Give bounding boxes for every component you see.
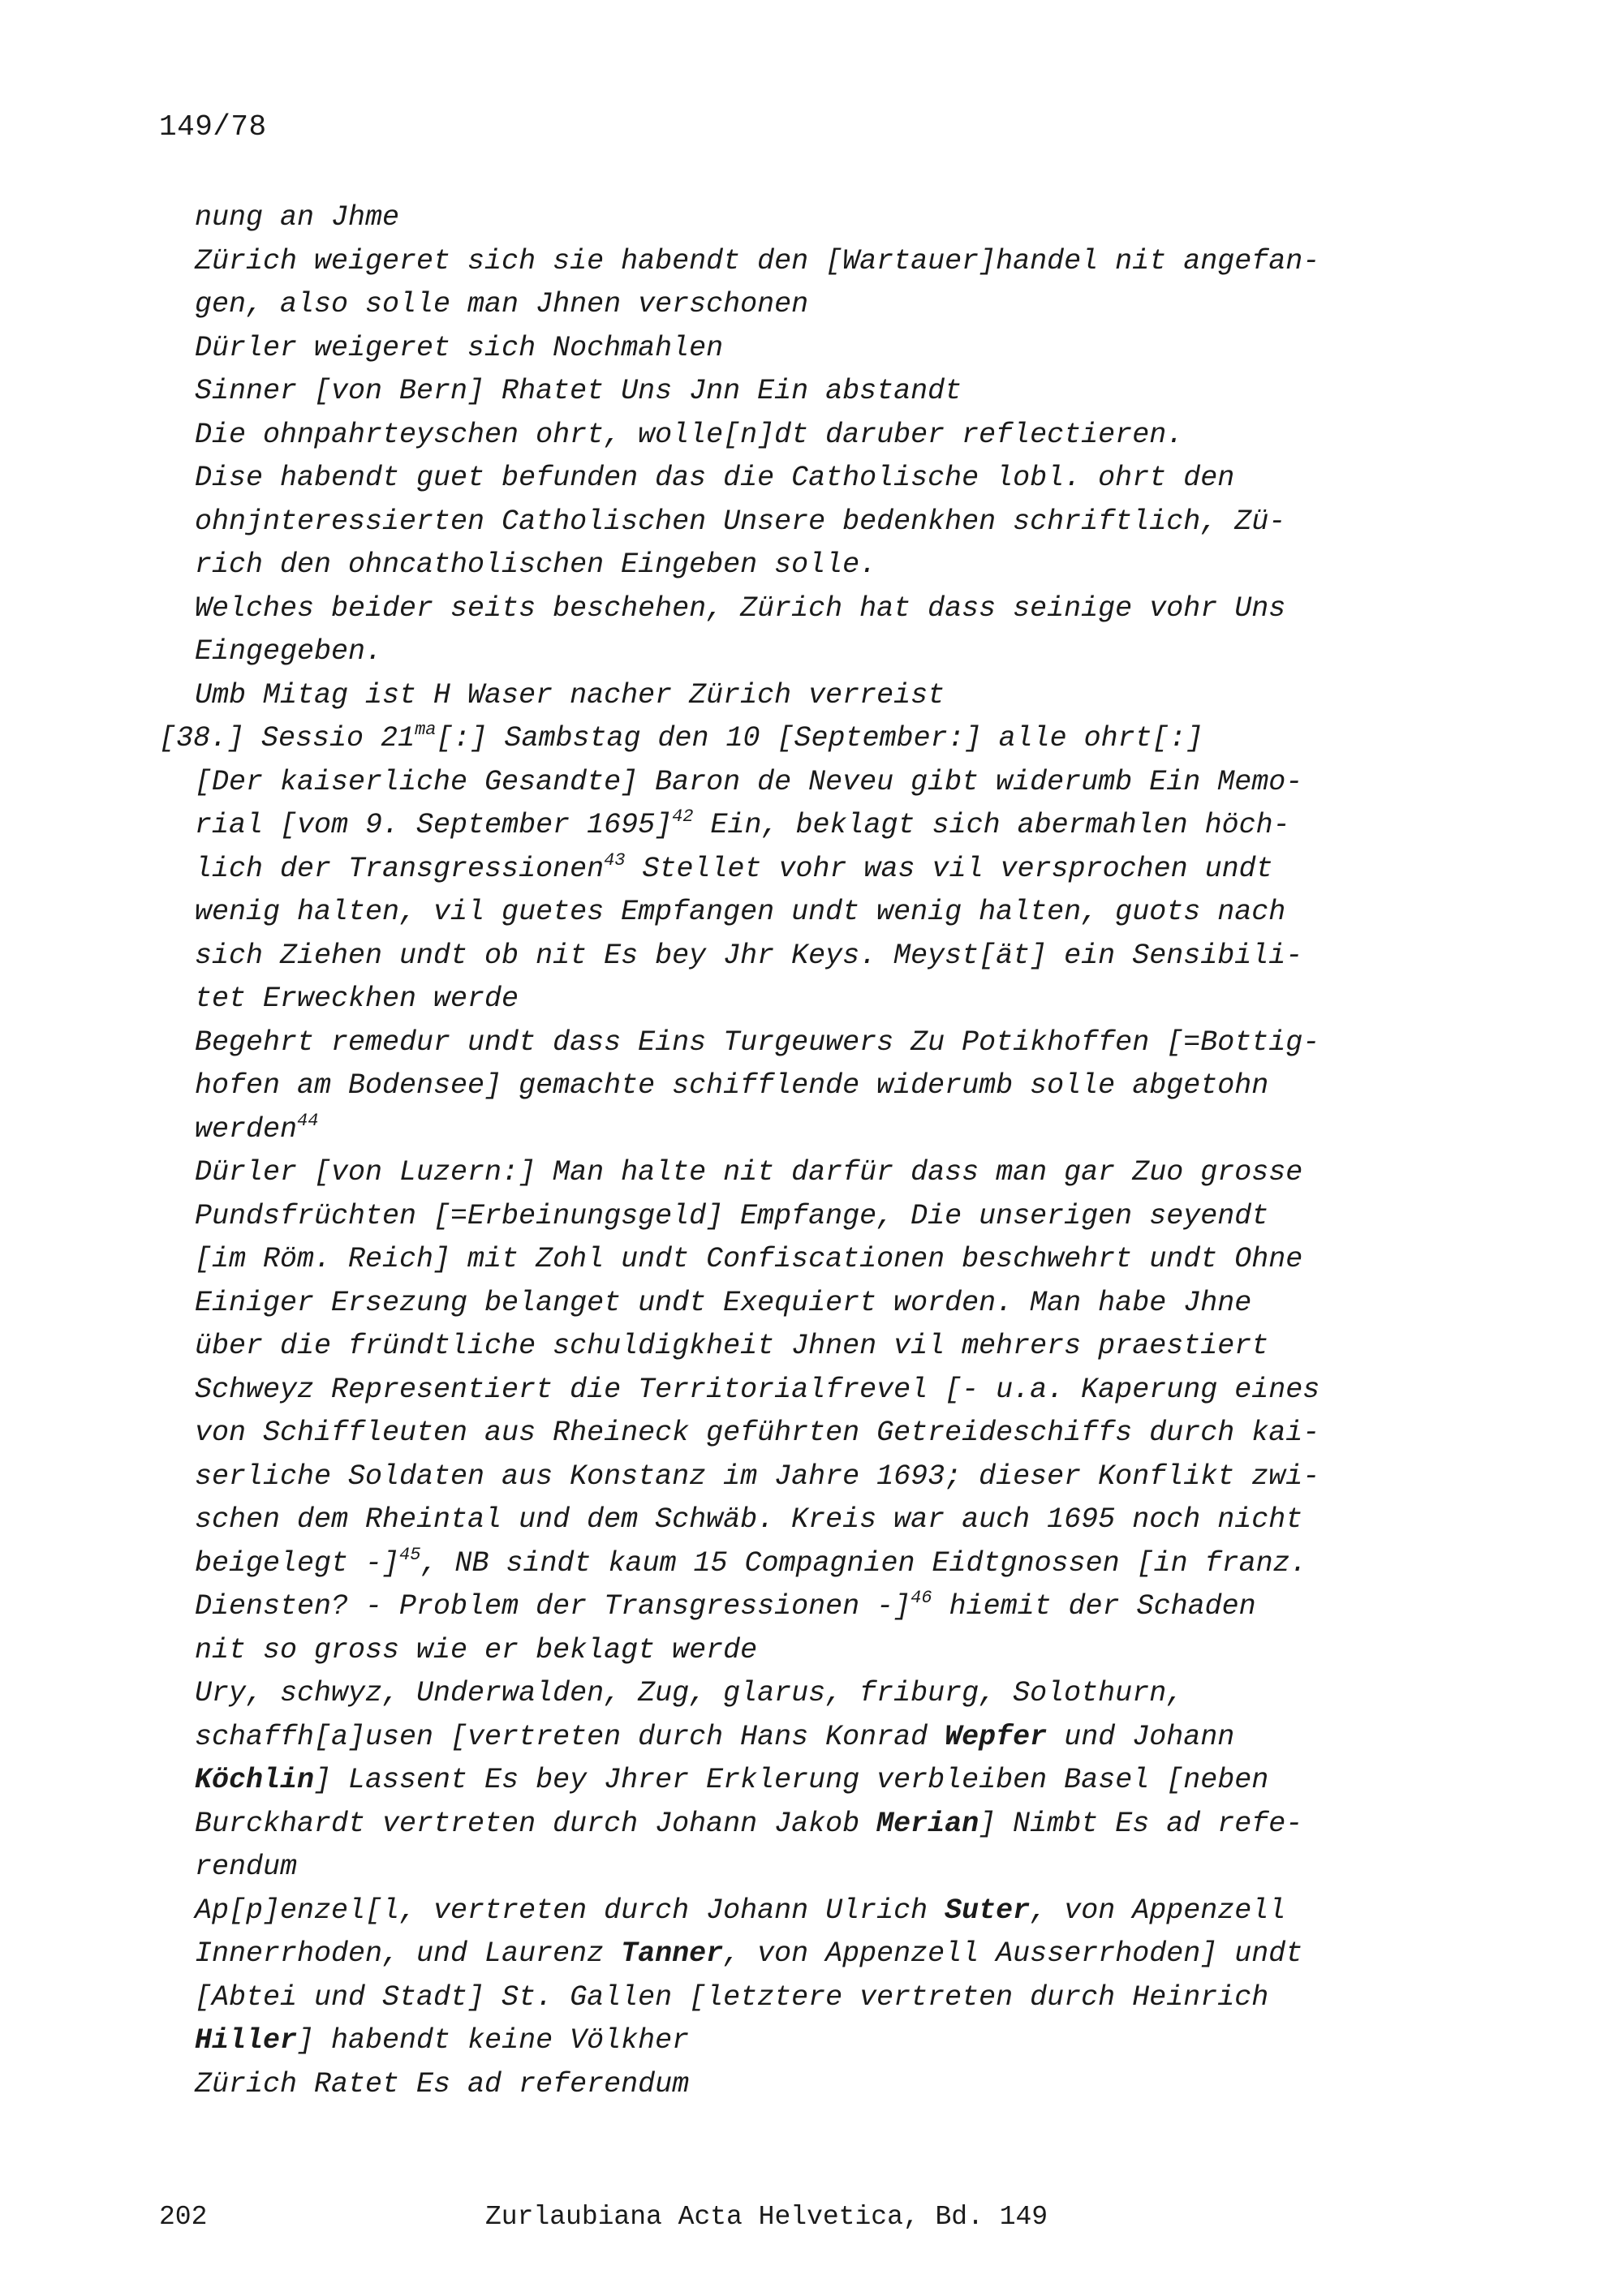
text-line — [159, 761, 1425, 805]
text-line — [159, 370, 1425, 414]
person-name: Tanner — [621, 1937, 724, 1970]
text-run: Begehrt remedur undt dass Eins Turgeuwers Zu Potikhoffen [=Bottig- — [195, 1025, 1320, 1059]
text-run: [:] Sambstag den 10 [September:] alle ohrt[:] — [436, 722, 1203, 755]
text-line — [159, 1716, 1425, 1760]
text-line — [159, 1933, 1425, 1976]
text-line — [159, 1542, 1425, 1586]
footnote-ref: ma — [415, 720, 437, 740]
text-line — [159, 2063, 1425, 2107]
text-run: Ury, schwyz, Underwalden, Zug, glarus, friburg, Solothurn, — [195, 1677, 1184, 1709]
text-line — [159, 891, 1425, 935]
footnote-ref: 42 — [672, 806, 694, 827]
person-name: Köchlin — [195, 1764, 315, 1796]
footnote-ref: 45 — [399, 1544, 421, 1565]
text-line — [159, 1369, 1425, 1412]
text-run: Ein, beklagt sich abermahlen höch- — [693, 809, 1290, 841]
text-line — [159, 1455, 1425, 1499]
text-run: Umb Mitag ist H Waser nacher Zürich verreist — [195, 678, 945, 712]
text-run: serliche Soldaten aus Konstanz im Jahre 1693; dieser Konflikt zwi- — [195, 1460, 1320, 1493]
text-run: Ap[p]enzel[l, vertreten durch Johann Ulrich — [195, 1894, 945, 1927]
text-run: schaffh[a]usen [vertreten durch Hans Konrad — [195, 1720, 945, 1753]
text-run: und Johann — [1047, 1720, 1235, 1753]
page-number: 202 — [159, 2202, 208, 2232]
text-line — [159, 804, 1425, 848]
text-run: rendum — [195, 1851, 298, 1883]
text-run: Dise habendt guet befunden das die Catholische lobl. ohrt den — [195, 462, 1235, 494]
footnote-ref: 46 — [911, 1588, 932, 1608]
text-line — [159, 1238, 1425, 1282]
text-run: nit so gross wie er beklagt werde — [195, 1633, 758, 1666]
text-line — [159, 978, 1425, 1021]
document-body — [159, 196, 1425, 2106]
text-line — [159, 848, 1425, 892]
person-name: Hiller — [195, 2024, 298, 2057]
text-line — [159, 674, 1425, 718]
text-run: schen dem Rheintal und dem Schwäb. Kreis war auch 1695 noch nicht — [195, 1503, 1303, 1536]
text-line — [159, 1108, 1425, 1152]
text-line — [159, 1672, 1425, 1716]
text-line — [159, 717, 1425, 761]
text-line — [159, 1195, 1425, 1239]
page-reference: 149/78 — [159, 110, 267, 144]
text-line — [159, 1325, 1425, 1369]
text-line — [159, 1021, 1425, 1065]
footnote-ref: 43 — [604, 849, 626, 871]
text-run: gen, also solle man Jhnen verschonen — [195, 288, 809, 320]
text-run: Welches beider seits beschehen, Zürich hat dass seinige vohr Uns — [195, 591, 1286, 625]
text-line — [159, 1803, 1425, 1847]
text-line — [159, 1629, 1425, 1673]
text-line — [159, 457, 1425, 501]
text-run: Stellet vohr was vil versprochen undt — [625, 852, 1273, 885]
text-run: [Der kaiserliche Gesandte] Baron de Neveu gibt widerumb Ein Memo- — [195, 765, 1303, 798]
text-line — [159, 283, 1425, 327]
text-line — [159, 1846, 1425, 1890]
person-name: Wepfer — [945, 1720, 1048, 1753]
text-line — [159, 2019, 1425, 2063]
text-run: , von Appenzell — [1030, 1894, 1286, 1927]
text-run: Burckhardt vertreten durch Johann Jakob — [195, 1807, 877, 1840]
text-line — [159, 1151, 1425, 1195]
text-line — [159, 544, 1425, 587]
text-run: sich Ziehen undt ob nit Es bey Jhr Keys. Meyst[ät] ein Sensibili- — [195, 939, 1303, 972]
text-run: beigelegt -] — [195, 1546, 400, 1580]
text-run: , von Appenzell Ausserrhoden] undt — [723, 1937, 1303, 1970]
text-run: Einiger Ersezung belanget undt Exequiert worden. Man habe Jhne — [195, 1286, 1252, 1319]
text-run: ] Nimbt Es ad refe- — [979, 1807, 1303, 1840]
text-run: ] habendt keine Völkher — [297, 2024, 690, 2057]
person-name: Suter — [945, 1894, 1031, 1927]
text-run: Dürler [von Luzern:] Man halte nit darfür dass man gar Zuo grosse — [195, 1156, 1303, 1189]
footnote-ref: 44 — [297, 1110, 319, 1131]
text-run: ohnjnteressierten Catholischen Unsere bedenkhen schriftlich, Zü- — [195, 505, 1286, 538]
text-run: Die ohnpahrteyschen ohrt, wolle[n]dt daruber reflectieren. — [195, 418, 1184, 451]
text-run: tet Erweckhen werde — [195, 982, 519, 1015]
text-line — [159, 1976, 1425, 2020]
text-run: Pundsfrüchten [=Erbeinungsgeld] Empfange, Die unserigen seyendt — [195, 1199, 1269, 1232]
text-run: [38.] Sessio 21 — [159, 722, 415, 755]
text-line — [159, 414, 1425, 458]
text-run: Innerrhoden, und Laurenz — [195, 1937, 622, 1970]
text-line — [159, 327, 1425, 371]
text-run: rich den ohncatholischen Eingeben solle. — [195, 548, 877, 581]
text-line — [159, 1282, 1425, 1326]
text-line — [159, 587, 1425, 631]
text-line — [159, 1064, 1425, 1108]
text-run: [Abtei und Stadt] St. Gallen [letztere vertreten durch Heinrich — [195, 1980, 1269, 2014]
text-run: ] Lassent Es bey Jhrer Erklerung verbleiben Basel [neben — [314, 1764, 1269, 1796]
text-line — [159, 1890, 1425, 1933]
text-run: Schweyz Representiert die Territorialfrevel [- u.a. Kaperung eines — [195, 1373, 1320, 1406]
text-run: hofen am Bodensee] gemachte schifflende widerumb solle abgetohn — [195, 1069, 1269, 1102]
text-run: über die fründtliche schuldigkheit Jhnen vil mehrers praestiert — [195, 1330, 1269, 1362]
text-run: Diensten? - Problem der Transgressionen -] — [195, 1590, 911, 1623]
text-run: Sinner [von Bern] Rhatet Uns Jnn Ein abstandt — [195, 375, 962, 407]
text-line — [159, 1585, 1425, 1629]
text-run: [im Röm. Reich] mit Zohl undt Confiscationen beschwehrt undt Ohne — [195, 1243, 1303, 1275]
text-line — [159, 501, 1425, 544]
text-run: , NB sindt kaum 15 Compagnien Eidtgnossen [in franz. — [420, 1546, 1307, 1580]
text-run: Dürler weigeret sich Nochmahlen — [195, 331, 724, 364]
publication-title: Zurlaubiana Acta Helvetica, Bd. 149 — [485, 2202, 1048, 2232]
text-line — [159, 240, 1425, 284]
text-line — [159, 935, 1425, 978]
text-run: lich der Transgressionen — [195, 852, 605, 885]
text-line — [159, 630, 1425, 674]
text-line — [159, 1498, 1425, 1542]
text-run: Zürich Ratet Es ad referendum — [195, 2067, 690, 2100]
text-line — [159, 1759, 1425, 1803]
text-run: Zürich weigeret sich sie habendt den [Wartauer]handel nit angefan- — [195, 244, 1320, 277]
text-run: hiemit der Schaden — [932, 1590, 1256, 1623]
text-line — [159, 1412, 1425, 1455]
text-line — [159, 196, 1425, 240]
text-run: wenig halten, vil guetes Empfangen undt wenig halten, guots nach — [195, 896, 1286, 928]
text-run: nung an Jhme — [195, 201, 400, 234]
text-run: rial [vom 9. September 1695] — [195, 809, 673, 841]
text-run: von Schiffleuten aus Rheineck geführten Getreideschiffs durch kai- — [195, 1417, 1320, 1449]
text-run: werden — [195, 1112, 298, 1146]
person-name: Merian — [876, 1807, 979, 1840]
text-run: Eingegeben. — [195, 635, 383, 668]
